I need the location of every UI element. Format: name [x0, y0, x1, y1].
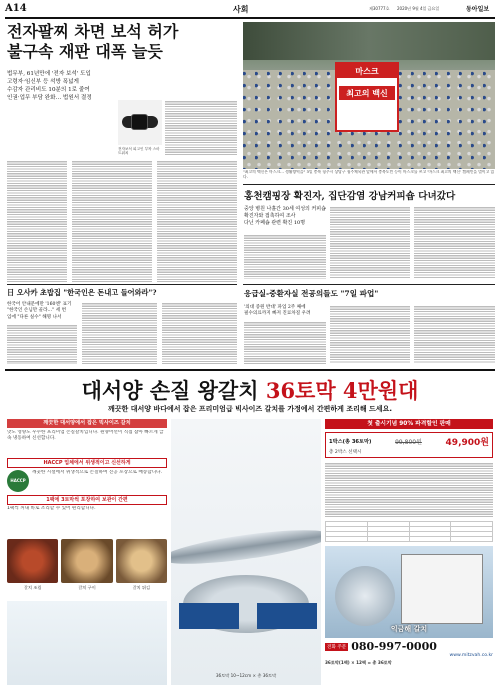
- article-body: [162, 302, 237, 364]
- size-note: 36토막 10~12cm × 총 36토막: [215, 673, 277, 678]
- section-label: 사회: [233, 4, 249, 14]
- issue-date: 2020년 9월 4일 금요일: [397, 6, 440, 11]
- fried-cutlassfish-image: [116, 539, 167, 583]
- order-phone[interactable]: 080-997-0000: [351, 640, 437, 653]
- paper-name: 동아일보: [466, 6, 490, 13]
- masthead: [5, 3, 495, 17]
- article-subhead: 고령자·임신부 등 석방 폭넓게: [7, 79, 79, 85]
- divider: [243, 184, 495, 185]
- ad-left-bottom: [7, 601, 167, 685]
- ad-website[interactable]: www.mitzvah.co.kr: [449, 653, 493, 658]
- article-body: [414, 206, 495, 279]
- offer-item: 1박스(총 36토막): [329, 439, 372, 445]
- article-title: 日 오사카 초밥집 "한국인은 돈내고 들어와라"?: [7, 288, 157, 297]
- article-body: [330, 206, 410, 279]
- article-subhead-box: [244, 305, 326, 318]
- ad-headline: [5, 375, 495, 405]
- campaign-photo: [243, 22, 495, 169]
- single-pack-title: 1팩에 3토막씩 포장하여 보관이 간편: [7, 495, 167, 505]
- haccp-title: HACCP 업체에서 위생적이고 신선하게: [7, 458, 167, 468]
- article-subhead: 입에 "다른 실수" 해명 나서: [7, 314, 62, 320]
- ad-headline-price: 36토막 4만원대: [265, 378, 419, 403]
- article-subhead-box: [7, 302, 77, 321]
- article-body: [7, 324, 77, 364]
- thumb-label: 갈치 튀김: [132, 585, 151, 590]
- article-body: [244, 321, 326, 364]
- sign-top-text: 마스크: [337, 64, 397, 78]
- divider: [7, 284, 237, 285]
- article-body: [82, 302, 157, 364]
- thumb-label: 갈치 조림: [23, 585, 42, 590]
- original-price: 99,800원: [395, 439, 422, 446]
- sign-bottom-text: 최고의 백신: [339, 86, 395, 100]
- haccp-logo-icon: HACCP: [7, 470, 29, 492]
- article-body: [414, 305, 495, 364]
- offer-item: 총 2박스 선택시: [329, 450, 362, 455]
- article-subhead: "한국인 손님만 골라…" 세 번: [7, 308, 67, 314]
- article-body: [165, 100, 237, 155]
- brand-name: 익금해 갈치: [390, 624, 428, 633]
- article-body: [244, 234, 326, 279]
- article-subhead: 중앙 병원 나흘간 30세 여성의 커피숍 확진자와 접촉하여 조사: [244, 206, 326, 219]
- article-title-line1: 전자팔찌 차면 보석 허가: [7, 22, 179, 41]
- divider: [243, 284, 495, 285]
- single-pack-text: 1팩씩 꺼내 바로 조리할 수 있어 편리합니다.: [7, 506, 96, 511]
- article-subhead: 한국어 안내문에만 '160엔' 표기: [7, 302, 72, 307]
- article-subhead: 인권·업무 부담 완화… 법원서 결정: [7, 95, 92, 101]
- braised-cutlassfish-image: [7, 539, 58, 583]
- article-subhead: 다닌 카페숍 관련 확진 10명: [244, 220, 306, 226]
- cutlassfish-photo: [171, 419, 321, 685]
- offer-banner: 첫 출시기념 90% 파격할인 판매: [325, 419, 493, 429]
- issue-number: 제30777호: [369, 6, 390, 11]
- article-body: [330, 305, 410, 364]
- grilled-cutlassfish-image: [61, 539, 112, 583]
- smartwatch-caption: 전자보석 피고인 부착 스마트워치: [118, 147, 160, 156]
- feature-text: 맛도 영양도 우수한 프리미엄 손질갈치입니다. 원양어선이 직접 잡아 빠르게 급속 냉동하여 신선합니다.: [7, 430, 164, 442]
- article-title-line2: 불구속 재판 대폭 늘듯: [7, 42, 163, 61]
- mask-sign: [335, 62, 399, 132]
- sale-price: 49,900원: [445, 438, 489, 448]
- ad-subtitle: 깨끗한 대서양 바다에서 잡은 프리미엄급 빅사이즈 갈치를 가정에서 간편하게 조리해 드세요.: [108, 405, 392, 413]
- article-subhead: '의대 증원 반대' 파업 2주 째에: [244, 305, 306, 310]
- thumb-label: 갈치 구이: [78, 585, 96, 590]
- advertisement: [5, 369, 495, 687]
- ad-offer-box: [325, 419, 493, 685]
- article-subhead: 필수의료까지 빠져 진료차질 우려: [244, 311, 311, 317]
- photo-caption: "최고의 백신은 마스크… 생활방역을" 3일 충북 청주시 상당구 청주체육관 앞에서 충북도민 등이 마스크를 쓰고 '마스크 최고의 백신' 캠페인을 벌이고 있다.: [243, 170, 495, 179]
- offer-details: [325, 462, 493, 518]
- bottom-label: 36토막(1팩) × 12팩 = 총 36토막: [325, 660, 392, 665]
- haccp-text: 깨끗한 시설에서 위생적으로 손질하여 진공 포장으로 배송합니다.: [32, 470, 163, 475]
- article-subhead-box: [244, 206, 326, 227]
- article-subhead: 법무부, 61년만에 '전자 보석' 도입: [7, 71, 91, 77]
- article-subhead: 수감자 관리비도 10분의 1로 줄여: [7, 87, 90, 93]
- phone-label: 전화 주문: [327, 644, 347, 650]
- feature-title: 깨끗한 대서양에서 잡은 빅사이즈 갈치: [7, 419, 167, 428]
- article-title: 응급실-중환자실 전공의들도 "7일 파업": [244, 289, 379, 298]
- ad-headline-main: 대서양 손질 왕갈치: [81, 378, 259, 403]
- page-number: A14: [5, 3, 27, 14]
- ad-feature-box: [7, 419, 167, 539]
- smartwatch-photo: [118, 100, 162, 145]
- article-body: [157, 160, 237, 282]
- article-title: 홍천캠핑장 확진자, 집단감염 강남커피숍 다녀갔다: [244, 191, 456, 202]
- offer-table: [325, 521, 493, 542]
- article-body: [72, 160, 152, 282]
- article-body: [7, 160, 67, 282]
- masthead-rule: [5, 17, 495, 19]
- ad-thumbnails: [7, 539, 167, 599]
